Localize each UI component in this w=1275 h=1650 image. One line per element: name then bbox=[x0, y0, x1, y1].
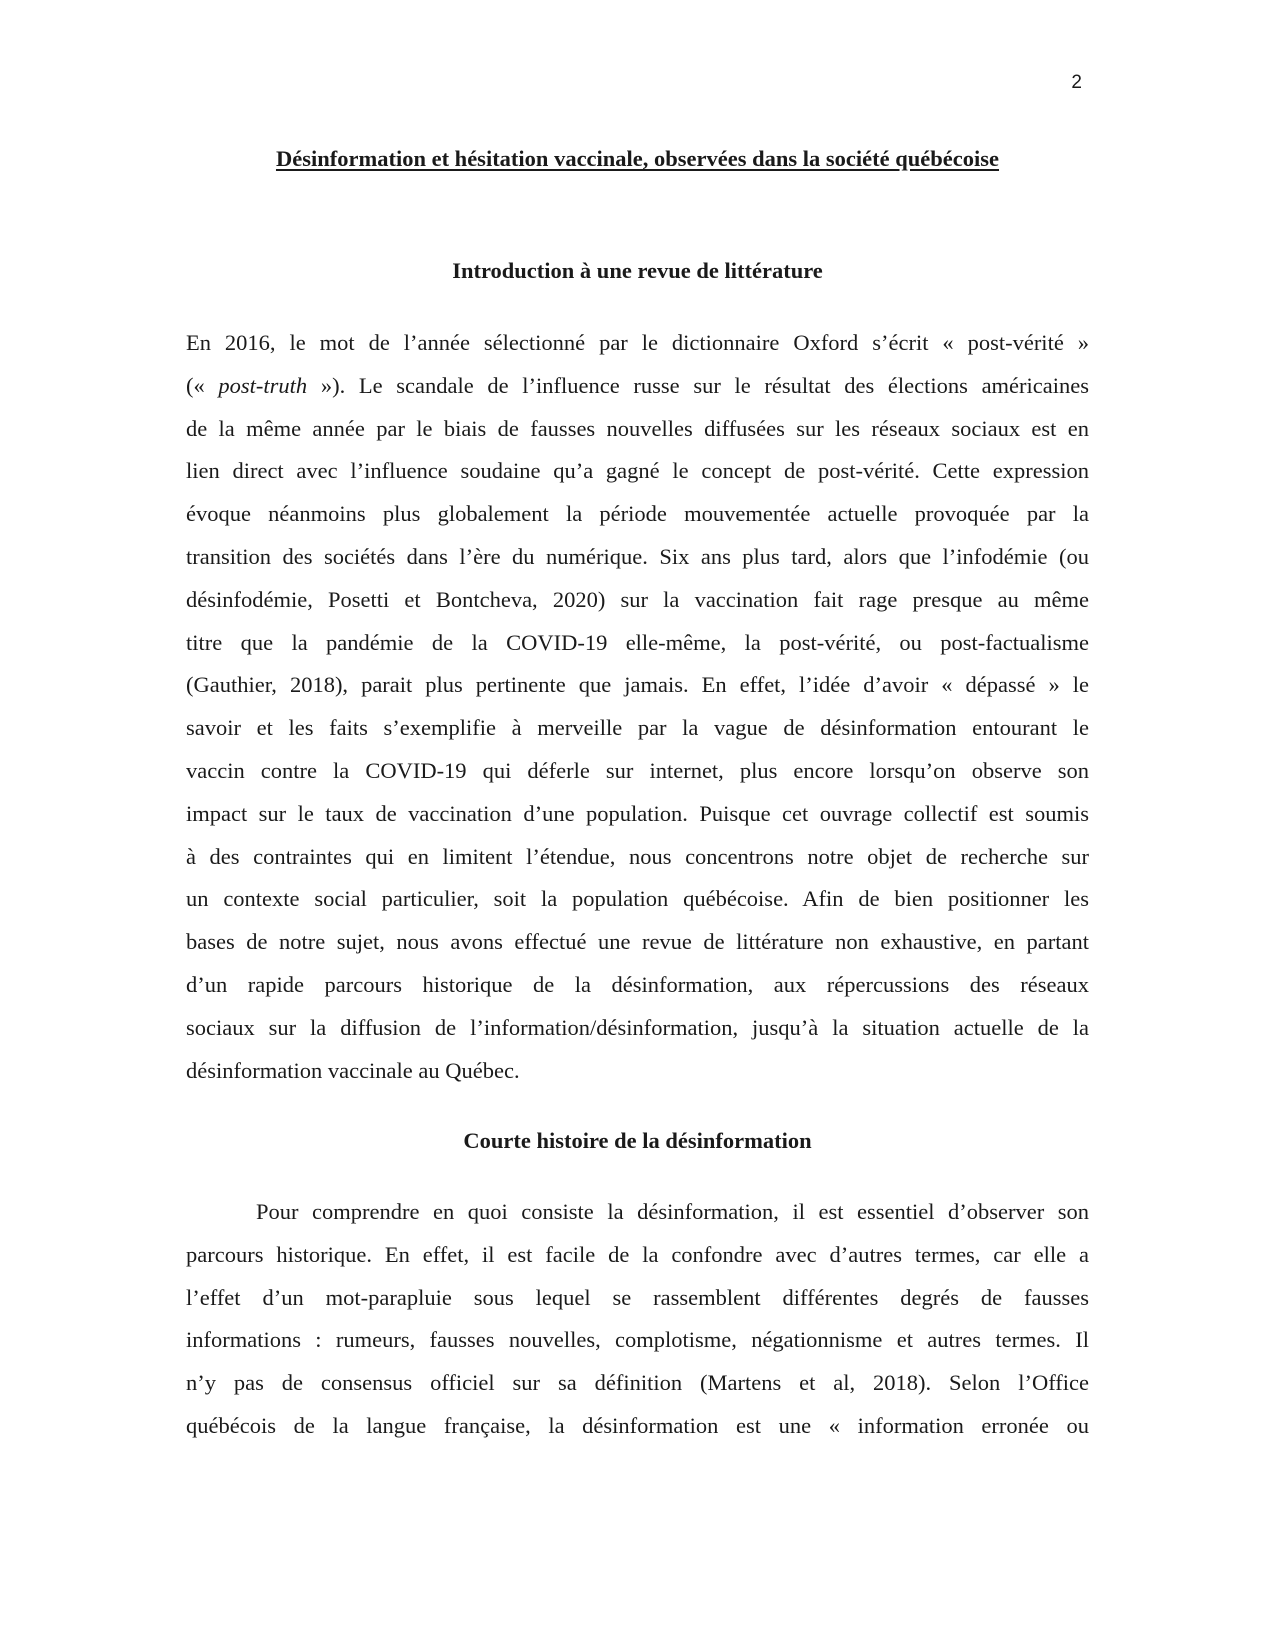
paragraph-line: un contexte social particulier, soit la population québécoise. Afin de bien positionner les bbox=[186, 886, 1089, 912]
italic-term: post-truth bbox=[218, 372, 308, 398]
paragraph-line: de la même année par le biais de fausses nouvelles diffusées sur les réseaux sociaux est en bbox=[186, 415, 1089, 441]
section-heading-history: Courte histoire de la désinformation bbox=[463, 1128, 812, 1153]
paragraph-line: Pour comprendre en quoi consiste la désinformation, il est essentiel d’observer son bbox=[256, 1199, 1089, 1224]
paragraph-line: transition des sociétés dans l’ère du numérique. Six ans plus tard, alors que l’infodémie (ou bbox=[186, 543, 1089, 569]
paragraph-line bbox=[186, 365, 1089, 408]
paragraph-line: n’y pas de consensus officiel sur sa définition (Martens et al, 2018). Selon l’Office bbox=[186, 1370, 1089, 1396]
paragraph-line: désinformation vaccinale au Québec. bbox=[186, 1057, 520, 1083]
line-segment: (« bbox=[186, 372, 219, 398]
paragraph-line: bases de notre sujet, nous avons effectué une revue de littérature non exhaustive, en partant bbox=[186, 929, 1089, 955]
page-number: 2 bbox=[1071, 72, 1082, 93]
document-title: Désinformation et hésitation vaccinale, observées dans la société québécoise bbox=[275, 146, 1000, 171]
paragraph-line: savoir et les faits s’exemplifie à merveille par la vague de désinformation entourant le bbox=[186, 715, 1089, 741]
paragraph-line: évoque néanmoins plus globalement la période mouvementée actuelle provoquée par la bbox=[186, 501, 1089, 527]
line-segment: »). Le scandale de l’influence russe sur le résultat des élections américaines bbox=[307, 372, 1089, 398]
paragraph-line: d’un rapide parcours historique de la désinformation, aux répercussions des réseaux bbox=[186, 971, 1089, 997]
introduction-paragraph bbox=[186, 322, 1089, 1092]
paragraph-line: à des contraintes qui en limitent l’étendue, nous concentrons notre objet de recherche sur bbox=[186, 843, 1089, 869]
paragraph-line: sociaux sur la diffusion de l’information/désinformation, jusqu’à la situation actuelle de la bbox=[186, 1014, 1089, 1040]
paragraph-line: titre que la pandémie de la COVID-19 elle-même, la post-vérité, ou post-factualisme bbox=[186, 629, 1089, 655]
paragraph-line: désinfodémie, Posetti et Bontcheva, 2020) sur la vaccination fait rage presque au même bbox=[186, 586, 1089, 612]
paragraph-line: En 2016, le mot de l’année sélectionné par le dictionnaire Oxford s’écrit « post-vérité » bbox=[186, 330, 1089, 355]
paragraph-line: québécois de la langue française, la désinformation est une « information erronée ou bbox=[186, 1412, 1089, 1438]
paragraph-line: l’effet d’un mot-parapluie sous lequel se rassemblent différentes degrés de fausses bbox=[186, 1284, 1089, 1310]
paragraph-line: vaccin contre la COVID-19 qui déferle sur internet, plus encore lorsqu’on observe son bbox=[186, 757, 1089, 783]
paragraph-line: (Gauthier, 2018), parait plus pertinente que jamais. En effet, l’idée d’avoir « dépassé » le bbox=[186, 672, 1089, 698]
section-heading-introduction: Introduction à une revue de littérature bbox=[452, 258, 823, 283]
history-paragraph bbox=[186, 1191, 1089, 1448]
paragraph-line: parcours historique. En effet, il est facile de la confondre avec d’autres termes, car elle a bbox=[186, 1241, 1089, 1267]
paragraph-line: informations : rumeurs, fausses nouvelles, complotisme, négationnisme et autres termes. Il bbox=[186, 1327, 1089, 1353]
paragraph-line: lien direct avec l’influence soudaine qu’a gagné le concept de post-vérité. Cette expression bbox=[186, 458, 1089, 484]
paragraph-line: impact sur le taux de vaccination d’une population. Puisque cet ouvrage collectif est soumis bbox=[186, 800, 1089, 826]
